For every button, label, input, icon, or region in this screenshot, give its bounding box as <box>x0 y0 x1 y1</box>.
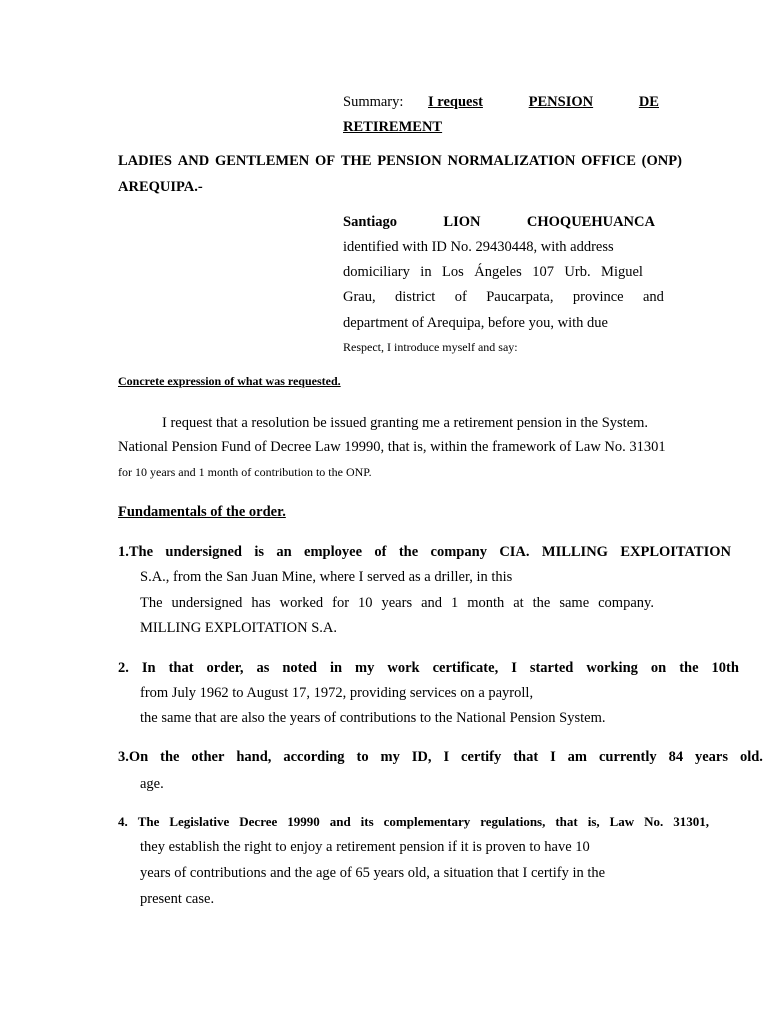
fundamental-item-2-line3: the same that are also the years of contributions to the National Pension System. <box>140 710 606 726</box>
word: PENSION <box>528 94 594 110</box>
word: the <box>532 595 551 611</box>
word: has <box>251 595 271 611</box>
fundamental-item-2-line2: from July 1962 to August 17, 1972, providing services on a payroll, <box>140 685 534 701</box>
word: PENSION <box>377 153 442 169</box>
summary-request-line2: RETIREMENT <box>343 119 443 135</box>
word: province <box>572 289 624 305</box>
fundamental-item-1-line1 <box>118 543 731 561</box>
word: Santiago <box>343 214 397 230</box>
word: 1 <box>450 595 459 611</box>
word: employee <box>304 544 363 560</box>
word: I request <box>428 94 483 110</box>
word: on <box>650 660 667 676</box>
word: of <box>374 544 387 560</box>
applicant-name <box>343 213 655 231</box>
word: GENTLEMEN <box>214 153 310 169</box>
word: years <box>381 595 413 611</box>
word: undersigned <box>165 544 242 560</box>
word: and <box>643 289 664 305</box>
word: is <box>254 544 264 560</box>
word: DE <box>638 94 659 110</box>
word: month <box>467 595 505 611</box>
word: OFFICE <box>581 153 636 169</box>
word: an <box>276 544 292 560</box>
word: in <box>420 264 432 280</box>
word: certify <box>461 749 502 765</box>
word: 10 <box>358 595 373 611</box>
word: 31301, <box>673 814 709 829</box>
fundamental-item-1-line3 <box>140 594 654 612</box>
word: Ángeles <box>474 264 522 280</box>
word: I <box>550 749 556 765</box>
word: am <box>567 749 588 765</box>
word: (ONP) <box>641 153 682 169</box>
word: of <box>454 289 467 305</box>
word: its <box>360 814 374 829</box>
word: ID, <box>411 749 432 765</box>
word: 19990 <box>287 814 320 829</box>
applicant-line6: Respect, I introduce myself and say: <box>343 340 518 354</box>
fundamental-item-3-line1 <box>118 748 763 766</box>
word: working <box>586 660 638 676</box>
concrete-line2: National Pension Fund of Decree Law 19990, that is, within the framework of Law No. 31301 <box>118 439 666 455</box>
fundamental-item-4-line4: present case. <box>140 891 215 907</box>
word: MILLING <box>541 544 608 560</box>
word: The <box>140 595 163 611</box>
word: certificate, <box>432 660 499 676</box>
word: 84 <box>668 749 684 765</box>
concrete-heading: Concrete expression of what was requested. <box>118 374 341 388</box>
addressee-line2: AREQUIPA.- <box>118 179 203 195</box>
word: Grau, <box>343 289 376 305</box>
word: 1.The <box>118 544 154 560</box>
applicant-line3 <box>343 263 643 281</box>
word: Urb. <box>564 264 591 280</box>
concrete-line1: I request that a resolution be issued granting me a retirement pension in the System. <box>162 415 649 431</box>
word: to <box>356 749 369 765</box>
summary-request-line <box>428 93 659 111</box>
word: work <box>387 660 420 676</box>
word: that <box>555 814 578 829</box>
applicant-line4 <box>343 288 664 306</box>
word: company <box>430 544 487 560</box>
word: and <box>421 595 442 611</box>
word: 2. <box>118 660 129 676</box>
word: and <box>329 814 351 829</box>
word: Law <box>609 814 635 829</box>
word: Miguel <box>601 264 643 280</box>
word: company. <box>598 595 654 611</box>
word: noted <box>282 660 317 676</box>
word: I <box>443 749 450 765</box>
word: at <box>513 595 524 611</box>
word: Decree <box>239 814 278 829</box>
word: according <box>283 749 345 765</box>
word: Los <box>442 264 464 280</box>
word: The <box>137 814 160 829</box>
word: is, <box>587 814 600 829</box>
word: district <box>395 289 436 305</box>
word: OF <box>314 153 336 169</box>
word: as <box>256 660 270 676</box>
word: the <box>679 660 699 676</box>
word: that <box>168 660 194 676</box>
word: my <box>355 660 375 676</box>
word: Legislative <box>169 814 230 829</box>
word: 10th <box>711 660 739 676</box>
word: EXPLOITATION <box>620 544 731 560</box>
word: AND <box>177 153 210 169</box>
word: complementary <box>383 814 471 829</box>
word: 107 <box>532 264 554 280</box>
word: LION <box>443 214 481 230</box>
word: old. <box>739 749 763 765</box>
summary-label: Summary: <box>343 94 404 110</box>
word: years <box>695 749 729 765</box>
word: Paucarpata, <box>486 289 554 305</box>
word: the <box>160 749 180 765</box>
word: In <box>141 660 156 676</box>
word: THE <box>340 153 372 169</box>
word: currently <box>598 749 657 765</box>
word: my <box>380 749 400 765</box>
applicant-line5: department of Arequipa, before you, with due <box>343 315 608 331</box>
addressee-line1 <box>118 152 682 170</box>
word: domiciliary <box>343 264 410 280</box>
word: started <box>529 660 574 676</box>
word: CHOQUEHUANCA <box>526 214 655 230</box>
word: regulations, <box>480 814 546 829</box>
word: order, <box>206 660 244 676</box>
word: CIA. <box>499 544 530 560</box>
fundamental-item-1-line4: MILLING EXPLOITATION S.A. <box>140 620 337 636</box>
fundamental-item-3-line2: age. <box>140 776 164 792</box>
word: hand, <box>236 749 272 765</box>
word: NORMALIZATION <box>447 153 576 169</box>
word: 3.On <box>118 749 149 765</box>
word: No. <box>644 814 664 829</box>
concrete-line3: for 10 years and 1 month of contribution to the ONP. <box>118 465 372 479</box>
word: that <box>513 749 539 765</box>
fundamentals-heading: Fundamentals of the order. <box>118 504 286 520</box>
word: worked <box>279 595 324 611</box>
fundamental-item-4-line1 <box>118 813 709 831</box>
applicant-line2: identified with ID No. 29430448, with address <box>343 239 614 255</box>
word: other <box>191 749 225 765</box>
word: same <box>559 595 590 611</box>
fundamental-item-4-line3: years of contributions and the age of 65 years old, a situation that I certify in the <box>140 865 606 881</box>
word: I <box>511 660 517 676</box>
fundamental-item-4-line2: they establish the right to enjoy a retirement pension if it is proven to have 10 <box>140 839 590 855</box>
word: undersigned <box>171 595 243 611</box>
fundamental-item-2-line1 <box>118 659 739 677</box>
word: LADIES <box>118 153 172 169</box>
word: the <box>398 544 419 560</box>
fundamental-item-1-line2: S.A., from the San Juan Mine, where I served as a driller, in this <box>140 569 513 585</box>
word: for <box>332 595 350 611</box>
word: in <box>329 660 343 676</box>
word: 4. <box>118 814 128 829</box>
